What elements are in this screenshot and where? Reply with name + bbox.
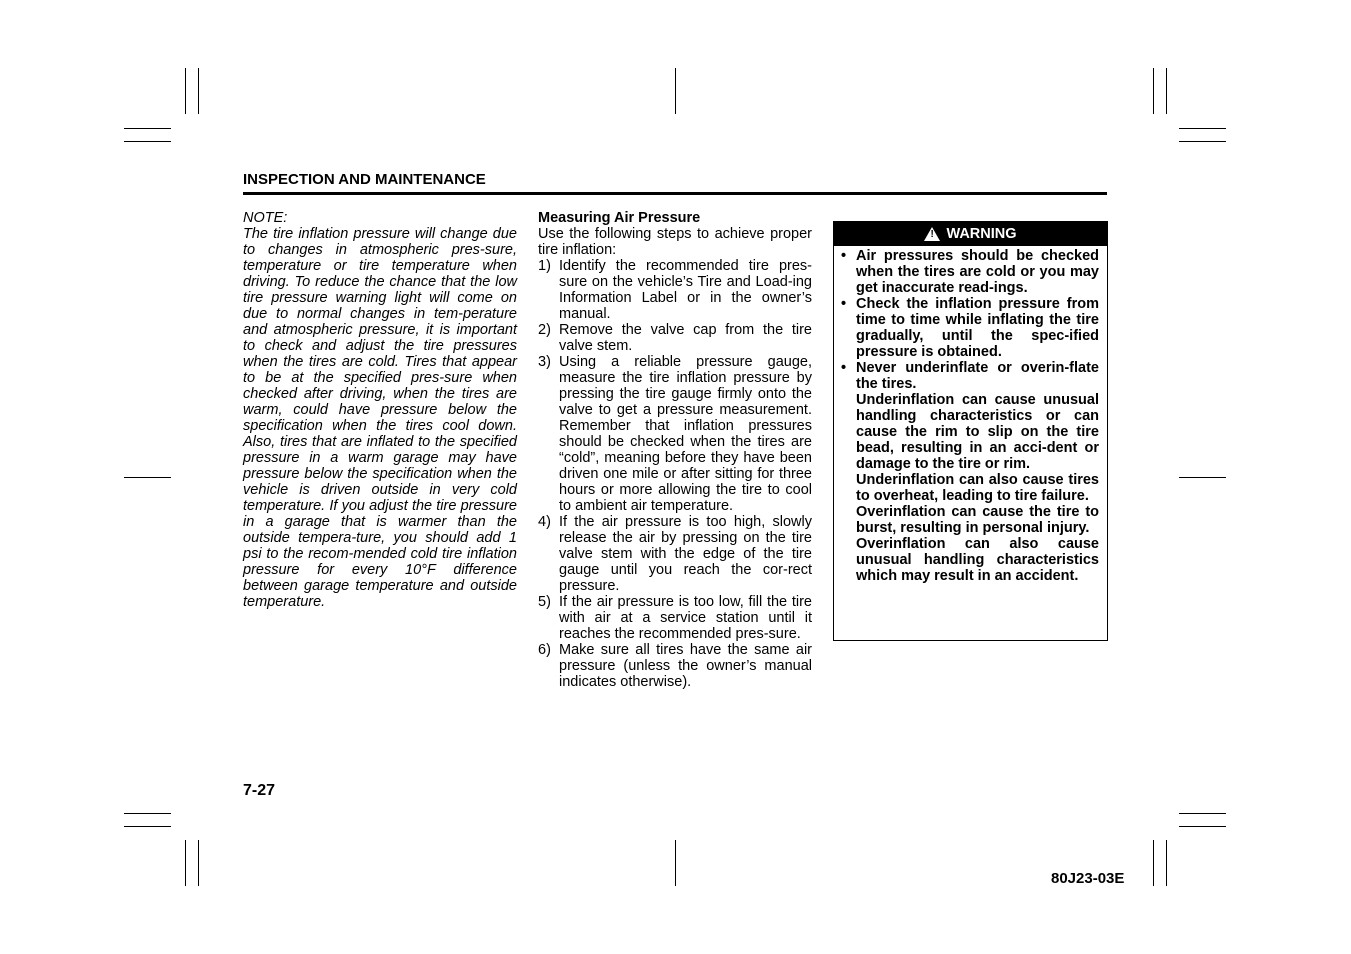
- step-text: If the air pressure is too low, fill the tire with air at a service station until it reaches the recommended pres-sure.: [559, 594, 812, 642]
- list-item: [538, 322, 812, 354]
- warning-paragraph: Underinflation can also cause tires to overheat, leading to tire failure.: [856, 472, 1099, 504]
- note-label: NOTE:: [243, 210, 288, 226]
- section-title: INSPECTION AND MAINTENANCE: [243, 171, 486, 188]
- note-column: [243, 210, 517, 610]
- step-number: 3): [538, 354, 551, 370]
- step-text: Make sure all tires have the same air pressure (unless the owner’s manual indicates otherwise).: [559, 642, 812, 690]
- step-number: 6): [538, 642, 551, 658]
- warning-item-text: Air pressures should be checked when the tires are cold or you may get inaccurate read-ings.: [856, 248, 1099, 296]
- step-text: If the air pressure is too high, slowly release the air by pressing on the tire valve stem with the edge of the tire gauge until you reach the cor-rect pressure.: [559, 514, 812, 594]
- step-number: 1): [538, 258, 551, 274]
- section-header: [243, 170, 1107, 195]
- step-number: 5): [538, 594, 551, 610]
- list-item: [538, 354, 812, 514]
- bullet: •: [841, 248, 847, 264]
- page-number: 7-27: [243, 782, 276, 799]
- warning-paragraph: Underinflation can cause unusual handling characteristics or can cause the rim to slip on the tire bead, resulting in an acci-dent or damage to the tire or rim.: [856, 392, 1099, 472]
- step-number: 4): [538, 514, 551, 530]
- list-item: [841, 360, 1099, 584]
- warning-header: [834, 222, 1107, 246]
- warning-body: [834, 246, 1107, 584]
- measuring-heading: Measuring Air Pressure: [538, 210, 701, 226]
- step-text: Identify the recommended tire pres-sure on the vehicle’s Tire and Load-ing Information Label or in the owner’s manual.: [559, 258, 812, 322]
- measuring-column: [538, 210, 812, 690]
- warning-box: [833, 221, 1108, 641]
- list-item: [538, 642, 812, 690]
- note-text: The tire inflation pressure will change due to changes in atmospheric pres-sure, temperature or tire temperature when driving. To reduce the chance that the low tire pressure warning light will come on due to normal changes in tem-perature and atmospheric pressure, it is important to check and adjust the tire pressures when the tires are cold. Tires that appear to be at the specified pres-sure when checked after driving, when the tires are warm, could have pressure below the specification when the tires cool down. Also, tires that are inflated to the specified pressure in a warm garage may have pressure below the specification when the vehicle is driven outside in very cold temperature. If you adjust the tire pressure in a garage that is warmer than the outside tempera-ture, you should add 1 psi to the recom-mended cold tire inflation pressure for every 10°F difference between garage temperature and outside temperature.: [243, 226, 517, 610]
- list-item: [538, 258, 812, 322]
- warning-item-text: Never underinflate or overin-flate the tires.: [856, 360, 1099, 392]
- document-code: 80J23-03E: [1051, 870, 1125, 887]
- step-number: 2): [538, 322, 551, 338]
- step-text: Remove the valve cap from the tire valve stem.: [559, 322, 812, 354]
- warning-paragraph: Overinflation can cause the tire to burst, resulting in personal injury.: [856, 504, 1099, 536]
- steps-list: [538, 258, 812, 690]
- warning-title: WARNING: [946, 226, 1017, 242]
- step-text: Using a reliable pressure gauge, measure the tire inflation pressure by pressing the tire gauge firmly onto the valve to get a pressure measurement. Remember that inflation pressures should be checked when the tires are “cold”, meaning before they have been driven one mile or after sitting for three hours or more allowing the tire to cool to ambient air temperature.: [559, 354, 812, 514]
- bullet: •: [841, 296, 847, 312]
- list-item: [538, 594, 812, 642]
- list-item: [538, 514, 812, 594]
- warning-triangle-icon: [924, 227, 940, 241]
- warning-paragraph: Overinflation can also cause unusual handling characteristics which may result in an accident.: [856, 536, 1099, 584]
- bullet: •: [841, 360, 847, 376]
- list-item: [841, 248, 1099, 296]
- list-item: [841, 296, 1099, 360]
- measuring-intro: Use the following steps to achieve proper tire inflation:: [538, 226, 812, 258]
- warning-item-text: Check the inflation pressure from time to time while inflating the tire gradually, until the spec-ified pressure is obtained.: [856, 296, 1099, 360]
